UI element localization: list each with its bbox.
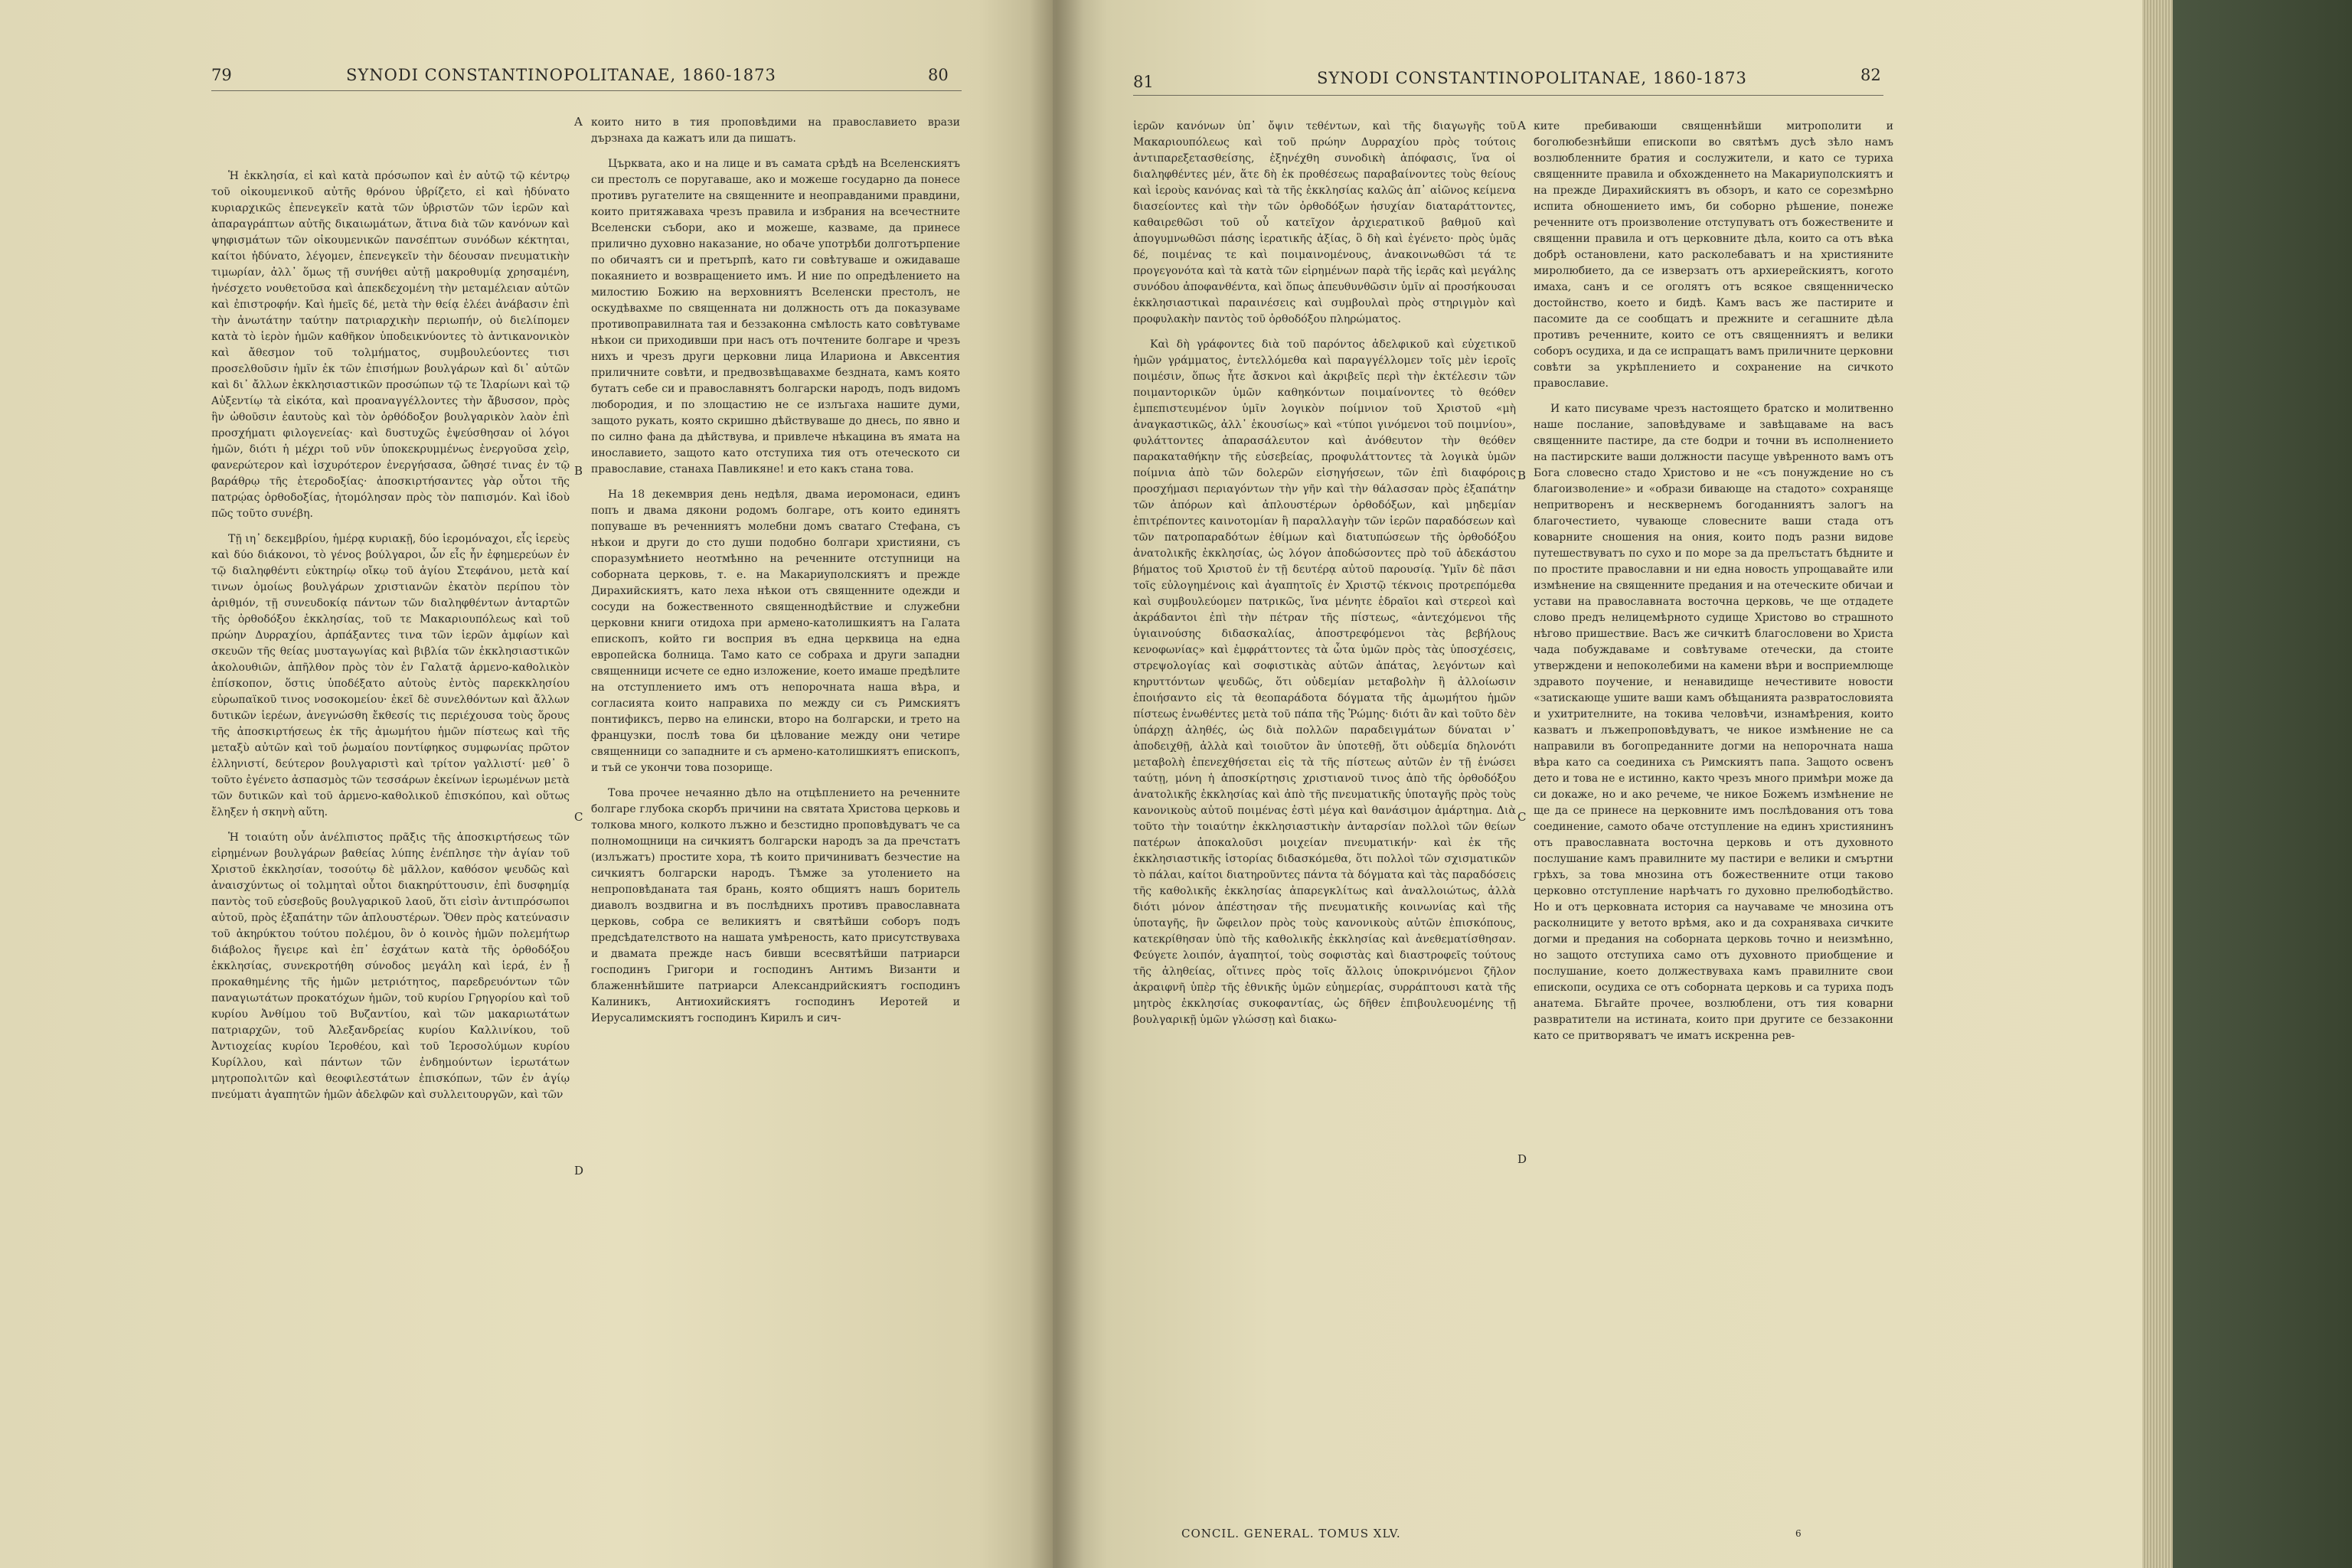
greek-text-column — [1133, 119, 1516, 1512]
page-number-right: 80 — [928, 66, 949, 84]
page-number-right: 82 — [1860, 66, 1881, 84]
bulgarian-paragraph: Това прочее нечаянно дѣло на отцѣплението на реченните болгаре глубока скорбъ причини на святата Христова церковь и толкова много, колкото лъжно и безстидно проповѣдуватъ че са полномощници на сичкиятъ болгарски народъ за да пречстатъ (излъжатъ) простите хора, тѣ които причиниватъ безчестие на сичкиятъ болгарски народъ. Тѣмже за утолението на непроповѣданата тая брань, която общиятъ нашъ боритель диаволъ воздвигна и въ послѣднихъ противъ православната церковь, собра се великиятъ и святѣйши соборъ подъ предсѣдателството на нашата умѣреность, като присутствуваха и двамата прежде насъ бивши всесвятѣйши патриарси господинъ Григори и господинъ Антимъ Византи и блаженнѣйшите патриарси Александрийскиятъ господинъ Калиникъ, Антиохийскиятъ господинъ Иеротей и Иерусалимскиятъ господинъ Кирилъ и сич- — [591, 787, 960, 1024]
section-marker-c: C — [1517, 810, 1527, 824]
bulgarian-paragraph: Църквата, ако и на лице и въ самата срѣдѣ на Вселенскиятъ си престолъ се поругаваше, ако и можеше государно да понесе противъ ругателите на священните и неоправданими правдини, които притяжаваха чрезъ правила и избрания на всечестните Вселенски събори, ако и можеше, казваме, да принесе прилично духовно наказание, но обаче употрѣби долготърпение по обичаятъ си и претърпѣ, като ги совѣтуваше и ожидаваше покаянието и возвращението имъ. И ние по опредѣлението на милостию Божию на верховниятъ Вселенски престолъ, не оскудѣвахме по священната ни должность отъ да показуваме противоправилната тая и беззаконна смѣлость като совѣтуваме нѣкои си приходивши при насъ отъ почтените болгаре и чрезъ нихъ и чрезъ други церковни лица Илариона и Авксентия приличните совѣти, и предвозвѣщавахме бездната, камъ която бутатъ себе си и православнятъ болгарски народъ, подъ видомъ любородия, и по злощастию не се излъгаха нашите думи, защото рукать, която скришно дѣйствуваше до днесь, по явно и по силно фана да дѣйствува, и привлече нѣкацина въ ямата на инославието, защото като отступиха тия отъ отеческото си православие, станаха Павликяне! и ето какъ стана това. — [591, 158, 960, 475]
left-page — [0, 0, 1053, 1568]
section-marker-a: A — [1517, 119, 1526, 132]
bulgarian-text-column — [1534, 119, 1893, 1531]
greek-paragraph: Καὶ δὴ γράφοντες διὰ τοῦ παρόντος ἀδελφικοῦ καὶ εὐχετικοῦ ἡμῶν γράμματος, ἐντελλόμεθα καὶ παραγγέλλομεν τοῖς μὲν ἱεροῖς ποιμέσιν, ὅπως ἦτε ἄσκνοι καὶ ἀκριβεῖς περὶ τὴν ἐκτέλεσιν τῶν ποιμαντορικῶν ὑμῶν καθηκόντων ποιμαίνοντες τὸ θεόθεν ἐμπεπιστευμένον ὑμῖν λογικὸν ποίμνιον τοῦ Χριστοῦ «μὴ ἀναγκαστικῶς, ἀλλ᾽ ἑκουσίως» καὶ «τύποι γινόμενοι τοῦ ποιμνίου», φυλάττοντες ἀπαρασάλευτον καὶ ἀνόθευτον τὴν θεόθεν παρακαταθήκην τῆς εὐσεβείας, προφυλάττοντες τὰ λογικὰ ὑμῶν ποίμνια ἀπὸ τῶν δολερῶν εἰσηγήσεων, τῶν ἐπὶ διαφόροις προσχήμασι περιαγόντων τὴν γῆν καὶ τὴν θάλασσαν πρὸς ἐξαπάτην τῶν ἀπόρων καὶ ἁπλουστέρων ὀρθοδόξων, καὶ μηδεμίαν ἐπιτρέποντες καινοτομίαν ἢ παραλλαγὴν τῶν ἱερῶν παραδόσεων καὶ τῶν πατροπαραδότων ἐθίμων καὶ διατυπώσεων τῆς ὀρθοδόξου ἀνατολικῆς ἐκκλησίας, ὡς λόγον ἀποδώσοντες πρὸ τοῦ ἀδεκάστου βήματος τοῦ Χριστοῦ ἐν τῇ δευτέρᾳ αὐτοῦ παρουσίᾳ. Ὑμῖν δὲ πᾶσι τοῖς εὐλογημένοις καὶ ἀγαπητοῖς ἐν Χριστῷ τέκνοις προτρεπόμεθα καὶ συμβουλεύομεν πατρικῶς, ἵνα μένητε ἑδραῖοι καὶ στερεοὶ καὶ ἀκράδαντοι ἐπὶ τὴν πέτραν τῆς πίστεως, «ἀντεχόμενοι τῆς ὑγιαινούσης διδασκαλίας, ἀποστρεφόμενοι τὰς βεβήλους κενοφωνίας» καὶ ἐμφράττοντες τὰ ὦτα ὑμῶν πρὸς τὰς ὑποσχέσεις, στρεψολογίας καὶ σοφιστικὰς αὐτῶν ἀπάτας, λεγόντων καὶ κηρυττόντων ψευδῶς, ὅτι οὐδεμίαν μεταβολὴν ἢ ἀλλοίωσιν ἐποιήσαντο εἰς τὰ θεοπαράδοτα δόγματα τῆς ἀμωμήτου ἡμῶν πίστεως ἑνωθέντες μετὰ τοῦ πάπα τῆς Ῥώμης· διότι ἂν καὶ τοῦτο δὲν ὑπάρχῃ ἀληθές, ὡς διὰ πολλῶν παραδειγμάτων δύναται ν᾽ ἀποδειχθῇ, ἀλλὰ καὶ τοιοῦτον ἂν ὑποτεθῇ, ὅτι οὐδεμία δηλονότι μεταβολὴ ἐπενεχθήσεται εἰς τὰ τῆς πίστεως αὐτῶν ἐν τῇ ἑνώσει ταύτῃ, μόνη ἡ ἀποσκίρτησις χριστιανοῦ τινος ἀπὸ τῆς ὀρθοδόξου ἀνατολικῆς ἐκκλησίας καὶ ἀπὸ τῆς πνευματικῆς ὑποταγῆς πρὸς τοὺς κανονικοὺς αὐτοῦ ποιμένας ἐστὶ μέγα καὶ θανάσιμον ἁμάρτημα. Διὰ τοῦτο τὴν τοιαύτην ἐκκλησιαστικὴν ἀνταρσίαν πολλοὶ τῶν θείων πατέρων ἀποκαλοῦσι μοιχείαν πνευματικήν· καὶ ἐκ τῆς ἐκκλησιαστικῆς ἱστορίας διδασκόμεθα, ὅτι πολλοὶ τῶν σχισματικῶν τὸ πάλαι, καίτοι διατηροῦντες πάντα τὰ δόγματα καὶ τὰς παραδόσεις τῆς καθολικῆς ἐκκλησίας ἀπαρεγκλίτως καὶ ἀναλλοιώτως, ἀλλὰ διότι μόνον ἀπέστησαν τῆς πνευματικῆς κοινωνίας καὶ τῆς ὑποταγῆς, ἣν ὤφειλον πρὸς τοὺς κανονικοὺς αὐτῶν ἐπισκόπους, κατεκρίθησαν ὑπὸ τῆς καθολικῆς ἐκκλησίας καὶ ἀνεθεματίσθησαν. Φεύγετε λοιπόν, ἀγαπητοί, τοὺς σοφιστὰς καὶ διαστροφεῖς τούτους τῆς ἀληθείας, οἵτινες πρὸς τοῖς ἄλλοις ὑποκρινόμενοι ζῆλον ἀκραιφνῆ ὑπὲρ τῆς ἐθνικῆς ὑμῶν εὐημερίας, συρράπτουσι κατὰ τῆς μητρὸς ἐκκλησίας συκοφαντίας, ὡς δῆθεν ἐπιβουλευομένης τῇ βουλγαρικῇ ὑμῶν γλώσσῃ καὶ διακω- — [1133, 338, 1516, 1026]
section-marker-b: B — [574, 464, 583, 478]
section-marker-c: C — [574, 810, 583, 824]
bulgarian-text-column — [591, 115, 960, 1547]
right-page — [1053, 0, 2142, 1568]
section-marker-d: D — [1517, 1152, 1527, 1166]
section-marker-d: D — [574, 1164, 584, 1178]
page-number-left: 81 — [1133, 73, 1154, 91]
book-gutter — [1030, 0, 1083, 1568]
page-edges — [2142, 0, 2173, 1568]
greek-paragraph: Ἡ τοιαύτη οὖν ἀνέλπιστος πρᾶξις τῆς ἀποσκιρτήσεως τῶν εἰρημένων βουλγάρων βαθείας λύπης ἐνέπλησε τὴν ἁγίαν τοῦ Χριστοῦ ἐκκλησίαν, τοσούτῳ δὲ μᾶλλον, καθόσον ψευδῶς καὶ ἀναισχύντως οἱ τολμηταὶ οὗτοι διακηρύττουσιν, ἐπὶ δυσφημίᾳ παντὸς τοῦ εὐσεβοῦς βουλγαρικοῦ λαοῦ, ὅτι εἰσὶν ἀντιπρόσωποι αὐτοῦ, πρὸς ἐξαπάτην τῶν ἁπλουστέρων. Ὅθεν πρὸς κατεύνασιν τοῦ ἀκηρύκτου τούτου πολέμου, ὃν ὁ κοινὸς ἡμῶν πολεμήτωρ διάβολος ἤγειρε καὶ ἐπ᾽ ἐσχάτων κατὰ τῆς ὀρθοδόξου ἐκκλησίας, συνεκροτήθη σύνοδος μεγάλη καὶ ἱερά, ἐν ᾗ προκαθημένης τῆς ἡμῶν μετριότητος, παρεδρευόντων τῶν παναγιωτάτων προκατόχων ἡμῶν, τοῦ κυρίου Γρηγορίου καὶ τοῦ κυρίου Ἀνθίμου τοῦ Βυζαντίου, καὶ τῶν μακαριωτάτων πατριαρχῶν, τοῦ Ἀλεξανδρείας κυρίου Καλλινίκου, τοῦ Ἀντιοχείας κυρίου Ἱεροθέου, καὶ τοῦ Ἱεροσολύμων κυρίου Κυρίλλου, καὶ πάντων τῶν ἐνδημούντων ἱερωτάτων μητροπολιτῶν καὶ θεοφιλεστάτων ἐπισκόπων, τῶν ἐν ἁγίῳ πνεύματι ἀγαπητῶν ἡμῶν ἀδελφῶν καὶ συλλειτουργῶν, καὶ τῶν — [211, 831, 570, 1101]
page-number-left: 79 — [211, 66, 232, 84]
section-marker-b: B — [1517, 469, 1527, 482]
bulgarian-paragraph: И като писуваме чрезъ настоящето братско и молитвенно наше послание, заповѣдуваме и завѣщаваме на васъ священните пастире, да сте бодри и точни въ исполнението на пастирските ваши должности пасуще увѣренното вамъ отъ Бога словесно стадо Христово и не «съ понуждение но съ благоизволение» и «образи бивающе на стадото» сохраняще непритворенъ и несквернемъ богоданниятъ залогъ на благочестието, чувающе словесните ваши стада отъ коварните сношения на ония, които подъ разни видове путешествуватъ по сухо и по море за да прелъстатъ бѣдните и по простите православни и ни една новость упрощавайте или измѣнение на священните предания и на отеческите обичаи и устави на православната восточна церковь, че ще отдадете слово предъ нелицемѣрното судище Христово во страшното нѣгово пришествие. Васъ же сичкитѣ благословени во Христа чада побуждаваме и совѣтуваме отечески, да стоите утверждени и непоколебими на камени вѣри и восприемлюще здравото поучение, и ненавидище нечестивите новости «затискающе ушите ваши камъ обѣщанията развратословията и ухитрителните, на токива человѣчи, изнамѣрения, които казватъ и лъжепроповѣдуватъ, че никое измѣнение не са направили въ богопреданните догми на непорочната наша вѣра като са соединиха съ Римскиятъ папа. Защото освенъ дето и това не е истинно, както чрезъ много примѣри може да си докаже, но и ако речеме, че никое Божемъ измѣнение не ще да се принесе на церковните имъ послѣдования отъ това соединение, самото обаче отступление на единъ християнинъ отъ православната восточна церковь и отъ духовното послушание камъ правилните му пастири е велики и смъртни грѣхъ, за това мнозина отъ божественните отци таково церковно отступление нарѣчатъ го духовно прелюбодѣйство. Но и отъ церковната история са научаваме че мнозина отъ расколниците у ветото врѣмя, ако и да сохраняваха сичките догми и предания на соборната церковь точно и неизмѣнно, но защото отступиха само отъ духовното приобщение и послушание, което должествуваха камъ правилните свои епископи, осудиха се отъ соборната церковь и са туриха подъ анатема. Бѣгайте прочее, возлюблени, отъ тия коварни развратители на истината, които при другите се беззаконни като се притворяватъ че иматъ искренна рев- — [1534, 403, 1893, 1042]
footer-signature: CONCIL. GENERAL. TOMUS XLV. — [1181, 1527, 1401, 1540]
bulgarian-paragraph: които нито в тия проповѣдими на православието врази дързнаха да кажатъ или да пишатъ. — [591, 116, 960, 145]
greek-text-column — [211, 168, 570, 1547]
running-header-right: SYNODI CONSTANTINOPOLITANAE, 1860-1873 — [1317, 69, 1747, 87]
section-marker-a: A — [574, 115, 583, 129]
bulgarian-paragraph: ките пребиваюши священнѣйши митрополити и боголюбезнѣйши епископи во святѣмъ дусѣ зѣло намъ возлюбленните братия и сослужители, и като се туриха священните правила и обхожденнето на Макариуполскиятъ и на прежде Дирахийскиятъ въ обзоръ, и като се сорезмѣрно испита обношението имъ, би соборно рѣшение, понеже реченните отъ произволение отступуватъ отъ божествените и священни правила и отъ церковните дѣла, които са отъ вѣка добрѣ остановлени, като расколебаватъ и на християните миролюбието, да се изверзатъ отъ архиерейскиятъ, когото имаха, санъ и се оголятъ отъ всякое священническо достойнство, което и бидѣ. Камъ васъ же пастирите и пасомите да се сообщатъ и прежните и сегашните дѣла противъ реченните, които се отъ священниятъ и велики соборъ осудиха, и да се испращатъ вамъ приличните церковни совѣти за укрѣплението и сохранение на сичкото православие. — [1534, 120, 1893, 390]
greek-paragraph: Τῇ ιη᾽ δεκεμβρίου, ἡμέρᾳ κυριακῇ, δύο ἱερομόναχοι, εἷς ἱερεὺς καὶ δύο διάκονοι, τὸ γένος βούλγαροι, ὧν εἷς ἦν ἐφημερεύων ἐν τῷ διαληφθέντι εὐκτηρίῳ οἴκῳ τοῦ ἁγίου Στεφάνου, μετὰ καί τινων ὁμοίως βουλγάρων χριστιανῶν ἑκατὸν περίπου τὸν ἀριθμόν, τῇ συνευδοκίᾳ πάντων τῶν διαληφθέντων ἀνταρτῶν τῆς ὀρθοδόξου ἐκκλησίας, τοῦ τε Μακαριουπόλεως καὶ τοῦ πρώην Δυρραχίου, ἀρπάξαντες τινα τῶν ἱερῶν ἀμφίων καὶ σκευῶν τῆς θείας μυσταγωγίας καὶ βιβλία τῶν ἐκκλησιαστικῶν ἀκολουθιῶν, ἀπῆλθον πρὸς τὸν ἐν Γαλατᾷ ἀρμενο-καθολικὸν ἐπίσκοπον, ὅστις ὑποδέξατο αὐτοὺς ἐντὸς παρεκκλησίου εὐρωπαϊκοῦ τινος νοσοκομείου· ἐκεῖ δὲ συνελθόντων καὶ ἄλλων δυτικῶν ἱερέων, ἀνεγνώσθη ἔκθεσίς τις περιέχουσα τοὺς ὅρους τῆς ἀποσκιρτήσεως ἐκ τῆς ἀμωμήτου ἡμῶν πίστεως καὶ τῆς μεταξὺ αὐτῶν καὶ τοῦ ῥωμαίου ποντίφηκος συμφωνίας πρῶτον ἑλληνιστί, δεύτερον βουλγαριστὶ καὶ τρίτον γαλλιστί· μεθ᾽ ὃ τοῦτο ἐγένετο ἀσπασμὸς τῶν τεσσάρων ἐκείνων ἱερωμένων μετὰ τῶν δυτικῶν καὶ τοῦ ἀρμενο-καθολικοῦ ἐπισκόπου, καὶ οὕτως ἔληξεν ἡ σκηνὴ αὕτη. — [211, 533, 570, 818]
running-header-left: SYNODI CONSTANTINOPOLITANAE, 1860-1873 — [346, 66, 776, 84]
bulgarian-paragraph: На 18 декемврия день недѣля, двама иеромонаси, единъ попъ и двама дякони родомъ болгаре, отъ които единятъ попуваше въ реченниятъ молебни домъ сватаго Стефана, съ нѣкои и други до сто души подобно болгари християни, съ споразумѣнието неотмѣнно на реченните отступници на соборната церковь, т. е. на Макариуполскиятъ и прежде Дирахийскиятъ, като леха нѣкои отъ священните одежди и сосуди на божественното священнодѣйствие и служебни церковни книги отидоха при армено-католишкиятъ на Галата епископъ, който ги восприя въ една церквица на една европейска болница. Тамо като се собраха и други западни священници исчете се едно изложение, което имаше предѣлите на отступлението имъ отъ непорочната наша вѣра, и согласията които направиха по между си съ Римскиятъ понтификсъ, перво на елински, второ на болгарски, и трето на французки, послѣ това би цѣлованиe между они четире священници со западните и съ армено-католишкиятъ епископъ, и тъй се укончи това позорище. — [591, 488, 960, 774]
greek-paragraph: ἱερῶν κανόνων ὑπ᾽ ὄψιν τεθέντων, καὶ τῆς διαγωγῆς τοῦ Μακαριουπόλεως καὶ τοῦ πρώην Δυρραχίου πρὸς τούτοις ἀντιπαρεξετασθείσης, ἐξηνέχθη συνοδικὴ ἀπόφασις, ἵνα οἱ διαληφθέντες μέν, ἅτε δὴ ἐκ προθέσεως παραβαίνοντες τοὺς θείους καὶ ἱεροὺς κανόνας καὶ τὰ τῆς ἐκκλησίας καλῶς ἀπ᾽ αἰῶνος κείμενα διασείοντες καὶ τὴν τῶν ὀρθοδόξων ἡσυχίαν διαταράττοντες, καθαιρεθῶσι τοῦ οὗ κατεῖχον ἀρχιερατικοῦ βαθμοῦ καὶ ἀπογυμνωθῶσι πάσης ἱερατικῆς ἀξίας, ὃ δὴ καὶ ἐγένετο· πρὸς ὑμᾶς δέ, ποιμένας τε καὶ ποιμαινομένους, ἀνακοινωθῶσι τά τε προγεγονότα καὶ τὰ κατὰ τῶν εἰρημένων παρὰ τῆς ἱερᾶς καὶ μεγάλης συνόδου ἀποφανθέντα, καὶ ὅπως ἀπευθυνθῶσιν ὑμῖν αἱ προσήκουσαι ἐκκλησιαστικαὶ παραινέσεις καὶ συμβουλαὶ πρὸς στηριγμὸν καὶ προφυλακὴν παντὸς τοῦ ὀρθοδόξου πληρώματος. — [1133, 120, 1516, 325]
header-rule — [211, 90, 962, 91]
sheet-number: 6 — [1795, 1528, 1802, 1539]
header-rule — [1133, 95, 1883, 96]
greek-paragraph: Ἡ ἐκκλησία, εἰ καὶ κατὰ πρόσωπον καὶ ἐν αὐτῷ τῷ κέντρῳ τοῦ οἰκουμενικοῦ αὐτῆς θρόνου ὑβρίζετο, εἰ καὶ ἠδύνατο κυριαρχικῶς ἐπενεγκεῖν κατὰ τῶν ὑβριστῶν τῶν ἱερῶν καὶ ἀπαραγράπτων αὐτῆς δικαιωμάτων, ἅτινα διὰ τῶν κανόνων καὶ ψηφισμάτων τῶν οἰκουμενικῶν πανσέπτων συνόδων κέκτηται, καίτοι ἠδύνατο, λέγομεν, ἐπενεγκεῖν τὴν δέουσαν πνευματικὴν τιμωρίαν, ἀλλ᾽ ὅμως τῇ συνήθει αὐτῇ μακροθυμίᾳ χρησαμένη, ἠνέσχετο νουθετοῦσα καὶ ἀπεκδεχομένη τὴν μεταμέλειαν αὐτῶν καὶ ἐπιστροφήν. Καὶ ἡμεῖς δέ, μετὰ τὴν θείᾳ ἐλέει ἀνάβασιν ἐπὶ τὴν ἀνωτάτην ταύτην πατριαρχικὴν περιωπήν, οὐ διελίπομεν κατὰ τὸ ἱερὸν ἡμῶν καθῆκον ὑποδεικνύοντες τὸ ἀντικανονικὸν καὶ ἄθεσμον τοῦ τολμήματος, συμβουλεύοντες τισι προσελθοῦσιν ἡμῖν ἐκ τῶν ἐπισήμων βουλγάρων καὶ δι᾽ αὐτῶν καὶ δι᾽ ἄλλων ἐκκλησιαστικῶν προσώπων τῷ τε Ἱλαρίωνι καὶ τῷ Αὐξεντίῳ τὰ εἰκότα, καὶ προαναγγέλλοντες τὴν ἄβυσσον, πρὸς ἣν ὠθοῦσιν ἑαυτοὺς καὶ τὸν ὀρθόδοξον βουλγαρικὸν λαὸν ἐπὶ προσχήματι φιλογενείας· καὶ δυστυχῶς ἐψεύσθησαν οἱ λόγοι ἡμῶν, διότι ἡ μέχρι τοῦ νῦν ὑποκεκρυμμένως ἐνεργοῦσα χεὶρ, φανερώτερον καὶ ἰσχυρότερον ἐνεργήσασα, ὤθησέ τινας ἐν τῷ βαράθρῳ τῆς ἑτεροδοξίας· ἀποσκιρτήσαντες γὰρ οὗτοι τῆς πατρῴας ὀρθοδοξίας, ἠτομόλησαν πρὸς τὸν παπισμόν. Καὶ ἰδοὺ πῶς τοῦτο συνέβη. — [211, 170, 570, 520]
background-surface — [2173, 0, 2352, 1568]
